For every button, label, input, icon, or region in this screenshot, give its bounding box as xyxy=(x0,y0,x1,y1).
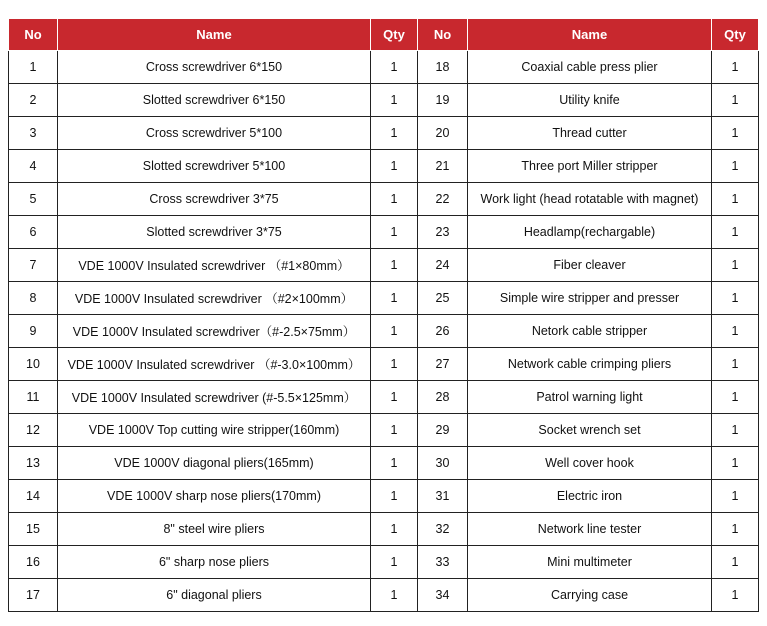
item-name-cell: VDE 1000V Insulated screwdriver （#2×100mm） xyxy=(58,282,371,315)
table-row xyxy=(9,579,759,612)
item-qty-cell: 1 xyxy=(371,216,418,249)
table-row xyxy=(9,348,759,381)
item-number-cell: 10 xyxy=(9,348,58,381)
item-number-cell: 1 xyxy=(9,51,58,84)
item-number-cell: 15 xyxy=(9,513,58,546)
table-row xyxy=(9,84,759,117)
item-number-cell: 25 xyxy=(418,282,468,315)
table-row xyxy=(9,546,759,579)
item-name-cell: VDE 1000V sharp nose pliers(170mm) xyxy=(58,480,371,513)
item-qty-cell: 1 xyxy=(371,513,418,546)
item-qty-cell: 1 xyxy=(712,117,759,150)
item-number-cell: 19 xyxy=(418,84,468,117)
item-qty-cell: 1 xyxy=(712,282,759,315)
item-number-cell: 7 xyxy=(9,249,58,282)
item-name-cell: VDE 1000V Insulated screwdriver （#1×80mm） xyxy=(58,249,371,282)
item-qty-cell: 1 xyxy=(371,381,418,414)
item-number-cell: 32 xyxy=(418,513,468,546)
item-number-cell: 33 xyxy=(418,546,468,579)
item-name-cell: Thread cutter xyxy=(468,117,712,150)
item-qty-cell: 1 xyxy=(712,348,759,381)
item-qty-cell: 1 xyxy=(712,84,759,117)
item-number-cell: 16 xyxy=(9,546,58,579)
item-number-cell: 9 xyxy=(9,315,58,348)
item-name-cell: Simple wire stripper and presser xyxy=(468,282,712,315)
item-qty-cell: 1 xyxy=(712,414,759,447)
item-name-cell: Netork cable stripper xyxy=(468,315,712,348)
item-number-cell: 13 xyxy=(9,447,58,480)
item-name-cell: Fiber cleaver xyxy=(468,249,712,282)
item-qty-cell: 1 xyxy=(371,480,418,513)
item-number-cell: 3 xyxy=(9,117,58,150)
item-qty-cell: 1 xyxy=(371,315,418,348)
item-qty-cell: 1 xyxy=(371,579,418,612)
table-row xyxy=(9,315,759,348)
item-number-cell: 6 xyxy=(9,216,58,249)
item-name-cell: Work light (head rotatable with magnet) xyxy=(468,183,712,216)
table-row xyxy=(9,249,759,282)
item-number-cell: 30 xyxy=(418,447,468,480)
item-qty-cell: 1 xyxy=(371,546,418,579)
item-qty-cell: 1 xyxy=(371,282,418,315)
item-name-cell: Utility knife xyxy=(468,84,712,117)
item-name-cell: Headlamp(rechargable) xyxy=(468,216,712,249)
item-name-cell: VDE 1000V Insulated screwdriver（#-2.5×75mm） xyxy=(58,315,371,348)
item-qty-cell: 1 xyxy=(371,150,418,183)
header-qty-left: Qty xyxy=(371,19,418,51)
item-qty-cell: 1 xyxy=(371,84,418,117)
item-qty-cell: 1 xyxy=(371,117,418,150)
item-number-cell: 24 xyxy=(418,249,468,282)
table-header-row xyxy=(9,19,759,51)
table-body xyxy=(9,51,759,612)
item-name-cell: 6" diagonal pliers xyxy=(58,579,371,612)
table-row xyxy=(9,447,759,480)
item-number-cell: 11 xyxy=(9,381,58,414)
item-name-cell: Well cover hook xyxy=(468,447,712,480)
item-qty-cell: 1 xyxy=(371,51,418,84)
item-number-cell: 28 xyxy=(418,381,468,414)
item-qty-cell: 1 xyxy=(712,447,759,480)
item-name-cell: Patrol warning light xyxy=(468,381,712,414)
item-name-cell: 8" steel wire pliers xyxy=(58,513,371,546)
item-name-cell: Slotted screwdriver 3*75 xyxy=(58,216,371,249)
item-name-cell: Network cable crimping pliers xyxy=(468,348,712,381)
item-number-cell: 14 xyxy=(9,480,58,513)
item-number-cell: 17 xyxy=(9,579,58,612)
tool-list-table xyxy=(8,18,759,612)
item-number-cell: 18 xyxy=(418,51,468,84)
item-name-cell: Cross screwdriver 6*150 xyxy=(58,51,371,84)
item-name-cell: Electric iron xyxy=(468,480,712,513)
item-name-cell: 6" sharp nose pliers xyxy=(58,546,371,579)
tool-list-container xyxy=(8,18,759,612)
table-row xyxy=(9,117,759,150)
item-name-cell: Carrying case xyxy=(468,579,712,612)
item-qty-cell: 1 xyxy=(371,183,418,216)
item-name-cell: VDE 1000V Top cutting wire stripper(160mm) xyxy=(58,414,371,447)
item-number-cell: 2 xyxy=(9,84,58,117)
item-name-cell: Slotted screwdriver 6*150 xyxy=(58,84,371,117)
item-number-cell: 22 xyxy=(418,183,468,216)
item-number-cell: 5 xyxy=(9,183,58,216)
table-row xyxy=(9,381,759,414)
item-number-cell: 21 xyxy=(418,150,468,183)
item-qty-cell: 1 xyxy=(712,51,759,84)
item-name-cell: Network line tester xyxy=(468,513,712,546)
item-number-cell: 29 xyxy=(418,414,468,447)
item-name-cell: VDE 1000V Insulated screwdriver （#-3.0×100mm） xyxy=(58,348,371,381)
table-row xyxy=(9,51,759,84)
header-name-right: Name xyxy=(468,19,712,51)
item-name-cell: Cross screwdriver 5*100 xyxy=(58,117,371,150)
item-qty-cell: 1 xyxy=(371,249,418,282)
item-number-cell: 20 xyxy=(418,117,468,150)
item-qty-cell: 1 xyxy=(712,315,759,348)
item-name-cell: Socket wrench set xyxy=(468,414,712,447)
item-qty-cell: 1 xyxy=(371,447,418,480)
header-qty-right: Qty xyxy=(712,19,759,51)
item-name-cell: VDE 1000V diagonal pliers(165mm) xyxy=(58,447,371,480)
table-row xyxy=(9,513,759,546)
item-name-cell: Slotted screwdriver 5*100 xyxy=(58,150,371,183)
item-name-cell: Mini multimeter xyxy=(468,546,712,579)
item-qty-cell: 1 xyxy=(712,216,759,249)
item-name-cell: Coaxial cable press plier xyxy=(468,51,712,84)
item-number-cell: 34 xyxy=(418,579,468,612)
item-qty-cell: 1 xyxy=(712,249,759,282)
table-row xyxy=(9,183,759,216)
item-number-cell: 27 xyxy=(418,348,468,381)
item-qty-cell: 1 xyxy=(371,348,418,381)
table-row xyxy=(9,282,759,315)
item-qty-cell: 1 xyxy=(712,183,759,216)
item-number-cell: 12 xyxy=(9,414,58,447)
item-number-cell: 4 xyxy=(9,150,58,183)
table-row xyxy=(9,216,759,249)
item-qty-cell: 1 xyxy=(712,381,759,414)
item-name-cell: VDE 1000V Insulated screwdriver (#-5.5×125mm） xyxy=(58,381,371,414)
item-qty-cell: 1 xyxy=(712,546,759,579)
header-name-left: Name xyxy=(58,19,371,51)
item-number-cell: 23 xyxy=(418,216,468,249)
table-row xyxy=(9,150,759,183)
item-number-cell: 26 xyxy=(418,315,468,348)
item-qty-cell: 1 xyxy=(712,513,759,546)
header-no-right: No xyxy=(418,19,468,51)
header-no-left: No xyxy=(9,19,58,51)
item-qty-cell: 1 xyxy=(371,414,418,447)
item-number-cell: 31 xyxy=(418,480,468,513)
item-qty-cell: 1 xyxy=(712,480,759,513)
item-name-cell: Cross screwdriver 3*75 xyxy=(58,183,371,216)
table-row xyxy=(9,414,759,447)
item-number-cell: 8 xyxy=(9,282,58,315)
item-name-cell: Three port Miller stripper xyxy=(468,150,712,183)
item-qty-cell: 1 xyxy=(712,579,759,612)
table-row xyxy=(9,480,759,513)
item-qty-cell: 1 xyxy=(712,150,759,183)
